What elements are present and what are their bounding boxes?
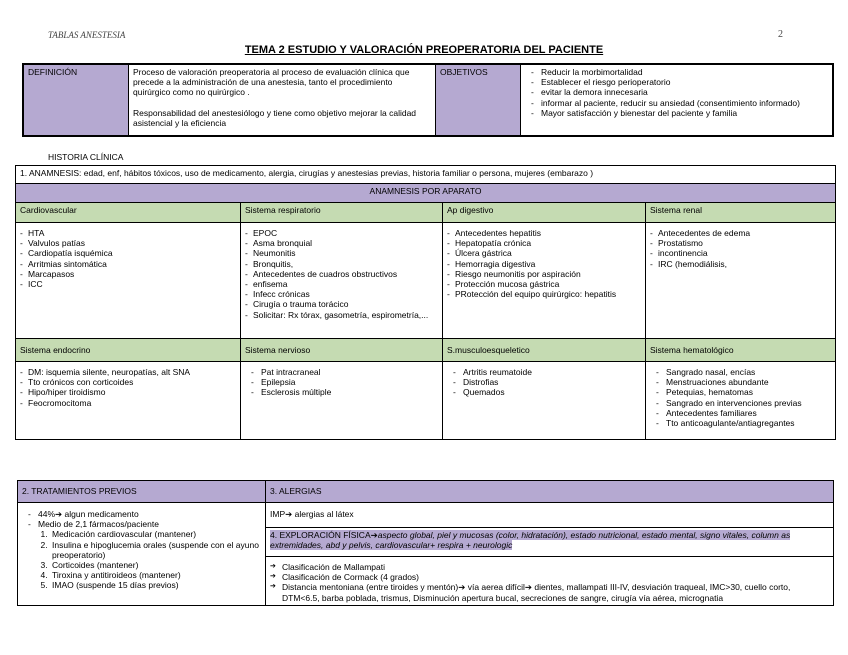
page-number: 2: [778, 29, 783, 40]
list-item: - Cardiopatía isquémica: [20, 248, 236, 258]
historia-table: [15, 165, 836, 440]
list-item: - Antecedentes de edema: [650, 228, 831, 238]
list-item: - incontinencia: [650, 248, 831, 258]
list-item: - Solicitar: Rx tórax, gasometría, espirometría,...: [245, 310, 438, 320]
respiratorio-cell: [241, 223, 443, 339]
list-item: - Antecedentes familiares: [650, 408, 831, 418]
tratamientos-header: 2. TRATAMIENTOS PREVIOS: [18, 481, 266, 503]
list-item: - Quemados: [447, 387, 641, 397]
endocrino-cell: [16, 362, 241, 440]
list-item: - Marcapasos: [20, 269, 236, 279]
anamnesis-por-aparato-header: ANAMNESIS POR APARATO: [16, 184, 836, 203]
list-item: - Arritmias sintomática: [20, 259, 236, 269]
list-item: - Petequias, hematomas: [650, 387, 831, 397]
musculoesqueletico-cell: [443, 362, 646, 440]
page-title-text: TEMA 2 ESTUDIO Y VALORACIÓN PREOPERATORIA DEL PACIENTE: [244, 44, 604, 56]
list-item: - Riesgo neumonitis por aspiración: [447, 269, 641, 279]
list-item: - enfisema: [245, 279, 438, 289]
list-item: - Neumonitis: [245, 248, 438, 258]
list-item: - Antecedentes hepatitis: [447, 228, 641, 238]
page-title: [0, 44, 848, 56]
cardiovascular-header: Cardiovascular: [16, 203, 241, 223]
numbered-item: 4. Tiroxina y antitiroideos (mantener): [50, 570, 261, 580]
list-item: - Pat intracraneal: [245, 367, 438, 377]
list-item: - Protección mucosa gástrica: [447, 279, 641, 289]
objective-item: - evitar la demora innecesaria: [525, 87, 828, 97]
renal-header: Sistema renal: [646, 203, 836, 223]
list-item: - Valvulos patías: [20, 238, 236, 248]
treatment-table: [17, 480, 834, 606]
list-item: - Artritis reumatoide: [447, 367, 641, 377]
digestivo-header: Ap digestivo: [443, 203, 646, 223]
list-item: - Epilepsia: [245, 377, 438, 387]
list-item: - EPOC: [245, 228, 438, 238]
list-item: - HTA: [20, 228, 236, 238]
nervioso-header: Sistema nervioso: [241, 339, 443, 362]
exploracion-label: 4. EXPLORACIÓN FÍSICA➔: [270, 530, 378, 540]
hematologico-cell: [646, 362, 836, 440]
list-item: - Menstruaciones abundante: [650, 377, 831, 387]
definition-table: [22, 63, 834, 137]
list-item: - Feocromocitoma: [20, 398, 236, 408]
exploracion-header: [266, 528, 834, 557]
list-item: ➔ Distancia mentoniana (entre tiroides y mentón)➔ vía aerea difícil➔ dientes, mallampati III-IV, desviación traqueal, IMC>30, cuello corto, DTM<6.5, barba poblada, trismus, Disminución apertura bucal, secreciones de sangre, cirugía vía aérea, micrognatia: [270, 582, 829, 602]
objective-item: - Establecer el riesgo perioperatorio: [525, 77, 828, 87]
definition-text: [129, 64, 436, 136]
list-item: - ICC: [20, 279, 236, 289]
list-item: - Hipo/hiper tiroidismo: [20, 387, 236, 397]
list-item: - Medio de 2,1 fármacos/paciente: [22, 519, 261, 529]
historia-clinica-label: HISTORIA CLÍNICA: [48, 152, 124, 162]
list-item: ➔ Clasificación de Cormack (4 grados): [270, 572, 829, 582]
objective-item: - Mayor satisfacción y bienestar del paciente y familia: [525, 108, 828, 118]
list-item: - Hepatopatía crónica: [447, 238, 641, 248]
exploracion-detail: aspecto global, piel y mucosas (color, hidratación), estado nutricional, estado mental, signo vitales, column as extremidades, abd y pelvis, cardiovascular+ respira + neurologic: [270, 530, 791, 551]
list-item: - Infecc crónicas: [245, 289, 438, 299]
alergias-cell: IMP➔ alergias al látex: [266, 503, 834, 528]
list-item: - Tto crónicos con corticoides: [20, 377, 236, 387]
definition-label: DEFINICIÓN: [23, 64, 129, 136]
list-item: - Asma bronquial: [245, 238, 438, 248]
cardiovascular-cell: [16, 223, 241, 339]
nervioso-cell: [241, 362, 443, 440]
exploracion-cell: [266, 557, 834, 606]
objective-item: - Reducir la morbimortalidad: [525, 67, 828, 77]
list-item: - Distrofias: [447, 377, 641, 387]
tratamientos-cell: [18, 503, 266, 606]
objectives-label: OBJETIVOS: [436, 64, 521, 136]
objective-item: - informar al paciente, reducir su ansiedad (consentimiento informado): [525, 98, 828, 108]
musculoesqueletico-header: S.musculoesqueletico: [443, 339, 646, 362]
list-item: ➔ Clasificación de Mallampati: [270, 562, 829, 572]
numbered-item: 3. Corticoides (mantener): [50, 560, 261, 570]
list-item: - 44%➔ algun medicamento: [22, 509, 261, 519]
list-item: - Hemorragia digestiva: [447, 259, 641, 269]
numbered-item: 1. Medicación cardiovascular (mantener): [50, 529, 261, 539]
numbered-item: 5. IMAO (suspende 15 días previos): [50, 580, 261, 590]
list-item: - Prostatismo: [650, 238, 831, 248]
list-item: - Antecedentes de cuadros obstructivos: [245, 269, 438, 279]
renal-cell: [646, 223, 836, 339]
list-item: - PRotección del equipo quirúrgico: hepatitis: [447, 289, 641, 299]
list-item: - DM: isquemia silente, neuropatías, alt SNA: [20, 367, 236, 377]
list-item: - Sangrado en intervenciones previas: [650, 398, 831, 408]
hematologico-header: Sistema hematológico: [646, 339, 836, 362]
alergias-header: 3. ALERGIAS: [266, 481, 834, 503]
definition-paragraph-2: Responsabilidad del anestesiólogo y tiene como objetivo mejorar la calidad asistencial y la eficiencia: [133, 107, 417, 128]
digestivo-cell: [443, 223, 646, 339]
list-item: - Úlcera gástrica: [447, 248, 641, 258]
list-item: - Esclerosis múltiple: [245, 387, 438, 397]
running-header: TABLAS ANESTESIA: [48, 30, 126, 40]
list-item: - Cirugía o trauma torácico: [245, 299, 438, 309]
numbered-item: 2. Insulina e hipoglucemia orales (suspende con el ayuno preoperatorio): [50, 540, 261, 560]
list-item: - Sangrado nasal, encías: [650, 367, 831, 377]
respiratorio-header: Sistema respiratorio: [241, 203, 443, 223]
objectives-list: [521, 64, 834, 136]
endocrino-header: Sistema endocrino: [16, 339, 241, 362]
list-item: - Tto anticoagulante/antiagregantes: [650, 418, 831, 428]
definition-paragraph-1: Proceso de valoración preoperatoria al proceso de evaluación clínica que precede a la administración de una anestesia, tanto el procedimiento quirúrgico como no quirúrgico .: [133, 67, 410, 98]
list-item: - Bronquitis,: [245, 259, 438, 269]
anamnesis-row: 1. ANAMNESIS: edad, enf, hábitos tóxicos, uso de medicamento, alergia, cirugías y anestesias previas, historia familiar o persona, mujeres (embarazo ): [16, 166, 836, 184]
list-item: - IRC (hemodiálisis,: [650, 259, 831, 269]
